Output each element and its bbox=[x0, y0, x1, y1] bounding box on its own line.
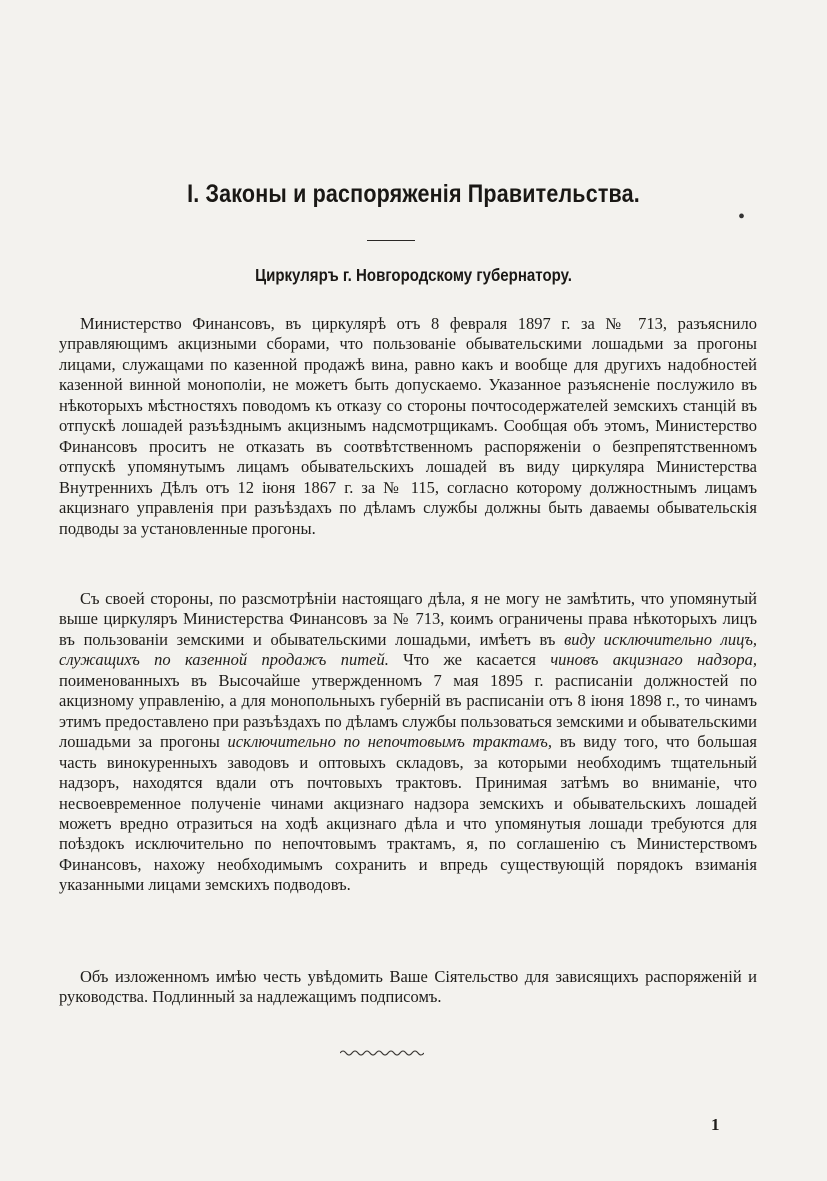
p2-part-b: Что же касается bbox=[388, 650, 551, 670]
page-number: 1 bbox=[711, 1115, 720, 1134]
p2-emphasis-2: чиновъ акцизнаго надзора, bbox=[550, 650, 757, 670]
section-title: I. Законы и распоряженія Правительства. bbox=[187, 180, 640, 208]
paragraph-1-text: Министерство Финансовъ, въ циркулярѣ отъ 8 февраля 1897 г. за № 713, разъяснило управляющимъ акцизными сборами, что пользованіе обывательскими лошадьми за прогоны лицами, служащами по казенной продажѣ вина, равно какъ и вообще для другихъ надобностей казенной винной монополіи, не можетъ быть допускаемо. Указанное разъясненіе послужило въ нѣкоторыхъ мѣстностяхъ поводомъ къ отказу со стороны почтосодержателей земскихъ станцій въ отпускѣ лошадей разъѣзднымъ акцизнымъ надсмотрщикамъ. Сообщая объ этомъ, Министерство Финансовъ проситъ не отказать въ соотвѣтственномъ распоряженіи о безпрепятственномъ отпускѣ упомянутымъ лицамъ обывательскихъ лошадей въ виду циркуляра Министерства Внутреннихъ Дѣлъ отъ 12 іюня 1867 г. за № 115, согласно которому должностнымъ лицамъ акцизнаго управленія при разъѣздахъ по дѣламъ службы должны быть даваемы обывательскія подводы за установленные прогоны. bbox=[59, 314, 757, 538]
p2-emphasis-1: виду исключительно лицъ, служащихъ по казенной продажъ питей. bbox=[59, 629, 758, 670]
ink-speck: • bbox=[738, 206, 746, 228]
p2-part-d: въ виду того, что большая часть винокуренныхъ заводовъ и оптовыхъ складовъ, за которыми необходимъ тщательный надзоръ, находятся вдали отъ почтовыхъ трактовъ. Принимая затѣмъ во вниманіе, что несвоевременное полученіе чинами акцизнаго надзора земскихъ и обывательскихъ лошадей можетъ вредно отразиться на ходѣ акцизнаго дѣла и что упомянутыя лошади требуются для поѣздокъ исключительно по непочтовымъ трактамъ, я, по соглашенію съ Министерствомъ Финансовъ, нахожу необходимымъ сохранить и впредь существующій порядокъ взиманія указанными лицами земскихъ подводовъ. bbox=[59, 732, 758, 895]
decorative-squiggle-divider bbox=[340, 1048, 424, 1058]
p2-part-a: Съ своей стороны, по разсмотрѣніи настоящаго дѣла, я не могу не замѣтить, что упомянутый выше циркуляръ Министерства Финансовъ за № 713, коимъ ограничены права нѣкоторыхъ лицъ въ пользованіи земскими и обывательскими лошадьми, имѣетъ въ bbox=[59, 589, 757, 649]
paragraph-1 bbox=[59, 314, 757, 539]
paragraph-3 bbox=[59, 967, 757, 1008]
paragraph-2-text bbox=[59, 589, 757, 896]
circular-subtitle: Циркуляръ г. Новгородскому губернатору. bbox=[255, 265, 572, 285]
title-divider bbox=[367, 240, 415, 241]
p2-part-c: поименованныхъ въ Высочайше утвержденномъ 7 мая 1895 г. расписаніи должностей по акцизному управленію, а для монопольныхъ губерній въ расписаніи отъ 8 іюня 1898 г., то чинамъ этимъ предоставлено при разъѣздахъ по дѣламъ службы пользоваться земскими и обывательскими лошадьми за прогоны bbox=[59, 670, 757, 752]
p2-emphasis-3: исключительно по непочтовымъ трактамъ, bbox=[227, 732, 552, 752]
paragraph-2 bbox=[59, 589, 757, 896]
paragraph-3-text: Объ изложенномъ имѣю честь увѣдомить Ваше Сіятельство для зависящихъ распоряженій и руководства. Подлинный за надлежащимъ подписомъ. bbox=[59, 967, 757, 1007]
